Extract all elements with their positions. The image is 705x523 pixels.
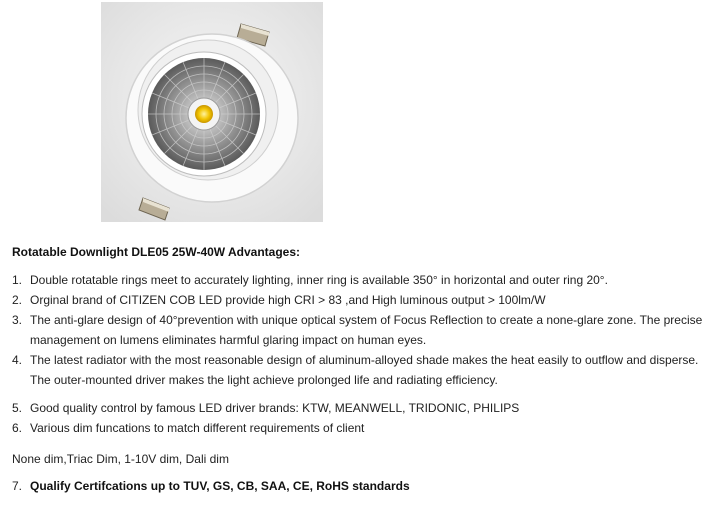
list-item-number: 2. xyxy=(12,293,23,307)
dim-options-note: None dim,Triac Dim, 1-10V dim, Dali dim xyxy=(12,452,229,466)
cob-led-chip xyxy=(195,105,213,123)
list-item-7 xyxy=(12,476,410,496)
list-item xyxy=(12,398,519,418)
list-item-line: Double rotatable rings meet to accurately lighting, inner ring is available 350° in horizontal and outer ring 20°. xyxy=(30,273,608,287)
list-item-line: Good quality control by famous LED driver brands: KTW, MEANWELL, TRIDONIC, PHILIPS xyxy=(30,401,520,415)
downlight-illustration xyxy=(101,2,323,222)
list-item-number: 1. xyxy=(12,273,23,287)
list-item-line: The latest radiator with the most reasonable design of aluminum-alloyed shade makes the heat easily to outflow and disperse. xyxy=(30,353,699,367)
list-item-text: Qualify Certifcations up to TUV, GS, CB, SAA, CE, RoHS standards xyxy=(30,479,410,493)
advantages-heading: Rotatable Downlight DLE05 25W-40W Advantages: xyxy=(12,245,301,259)
list-item-text xyxy=(30,398,519,418)
list-item-line: Various dim funcations to match different requirements of client xyxy=(30,421,365,435)
list-item xyxy=(12,270,608,290)
list-item xyxy=(12,350,698,390)
list-item-text xyxy=(30,310,702,350)
list-item-number: 4. xyxy=(12,353,23,367)
list-item-number: 7. xyxy=(12,479,23,493)
list-item-line: The anti-glare design of 40°prevention with unique optical system of Focus Reflection to create a none-glare zone. The precise xyxy=(30,313,703,327)
list-item-line: management on lumens eliminates harmful glaring impact on human eyes. xyxy=(30,333,427,347)
list-item-number: 5. xyxy=(12,401,23,415)
list-item-text xyxy=(30,270,608,290)
list-item-text xyxy=(30,290,546,310)
list-item xyxy=(12,310,702,350)
list-item xyxy=(12,290,546,310)
product-image xyxy=(101,2,323,222)
list-item-line: The outer-mounted driver makes the light achieve prolonged life and radiating efficiency. xyxy=(30,373,498,387)
list-item-number: 6. xyxy=(12,421,23,435)
list-item-text xyxy=(30,350,698,390)
list-item-text xyxy=(30,418,364,438)
list-item xyxy=(12,418,364,438)
list-item-line: Orginal brand of CITIZEN COB LED provide high CRI > 83 ,and High luminous output > 100lm/W xyxy=(30,293,546,307)
list-item-number: 3. xyxy=(12,313,23,327)
